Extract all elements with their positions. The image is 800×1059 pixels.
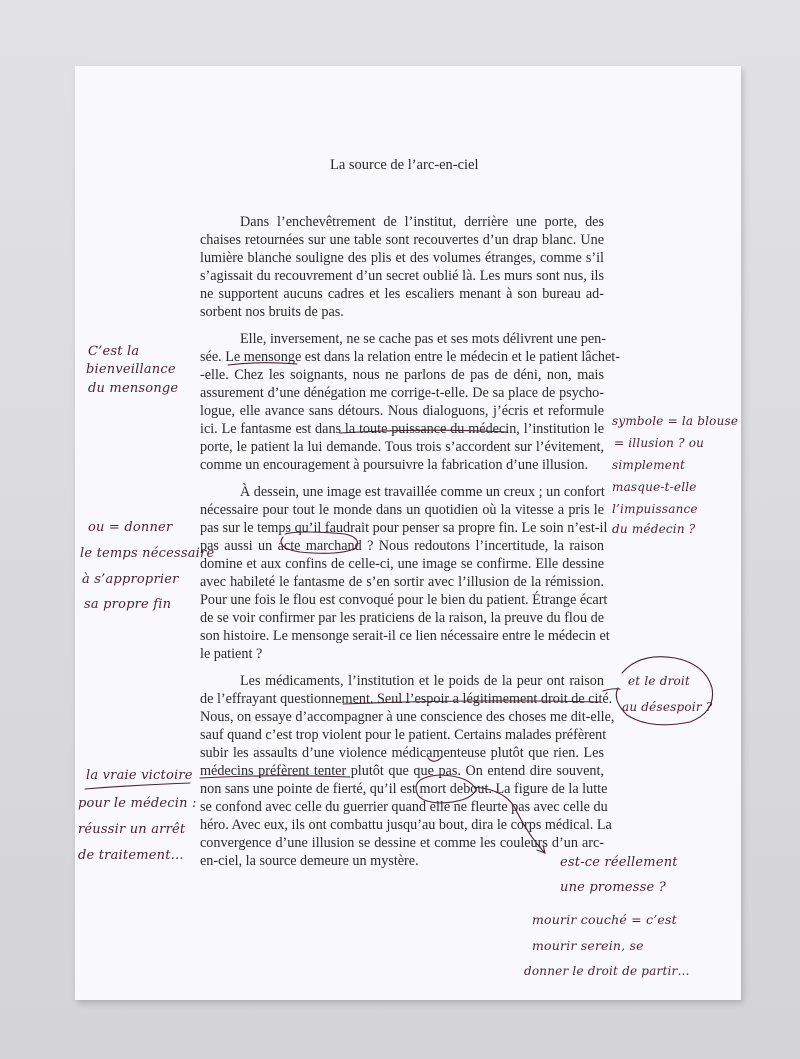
text-line: pas sur le temps qu’il faudrait pour penser sa propre fin. Le soin n’est-il bbox=[200, 520, 608, 536]
annotation-right-3: est-ce réellement bbox=[560, 855, 678, 870]
annotation-right-1: symbole = la blouse bbox=[612, 414, 739, 428]
annotation-right-2: et le droit bbox=[628, 674, 690, 688]
annotation-left-2: à s’approprier bbox=[82, 572, 179, 587]
annotation-right-1: simplement bbox=[612, 458, 686, 472]
text-line: À dessein, une image est travaillée comme un creux ; un confort bbox=[240, 484, 605, 500]
text-line: s’agissait du recouvrement d’un secret oublié là. Les murs sont nus, ils bbox=[200, 268, 604, 284]
underline-toute-puissance bbox=[340, 430, 506, 433]
annotation-left-3: de traitement… bbox=[78, 848, 184, 863]
text-line: de se voir confirmer par les praticiens de la raison, la preuve du flou de bbox=[200, 610, 604, 626]
annotation-left-3: réussir un arrêt bbox=[78, 822, 186, 837]
annotation-left-1: C’est la bbox=[88, 344, 140, 359]
annotation-left-3: la vraie victoire bbox=[86, 768, 193, 783]
annotation-left-2: ou = donner bbox=[88, 520, 173, 535]
annotation-left-1: du mensonge bbox=[88, 381, 179, 396]
underline-annotation bbox=[85, 783, 190, 789]
annotation-right-2: au désespoir ? bbox=[622, 700, 713, 714]
arrow-line bbox=[475, 787, 545, 853]
text-line: domine et aux confins de celle-ci, une image se confirme. Elle dessine bbox=[200, 556, 604, 572]
text-line: subir les assaults d’une violence médicamenteuse plutôt que rien. Les bbox=[200, 745, 604, 761]
text-line: sée. Le mensonge est dans la relation entre le médecin et le patient lâchet- bbox=[200, 349, 620, 365]
text-line: de l’effrayant questionnement. Seul l’espoir a légitimement droit de cité. bbox=[200, 691, 613, 707]
text-line: sorbent nos bruits de pas. bbox=[200, 304, 344, 320]
text-line: nécessaire pour tout le monde dans un quotidien où la vitesse a pris le bbox=[200, 502, 604, 518]
text-line: Dans l’enchevêtrement de l’institut, derrière une porte, des bbox=[240, 214, 604, 230]
annotation-right-3: mourir serein, se bbox=[532, 938, 644, 953]
underline-medecins-preferent bbox=[200, 776, 350, 778]
circle-mort-debout bbox=[416, 775, 476, 803]
text-line: le patient ? bbox=[200, 646, 263, 662]
text-line: ici. Le fantasme est dans la toute puissance du médecin, l’institution le bbox=[200, 421, 604, 437]
text-line: -elle. Chez les soignants, nous ne parlons de pas de déni, non, mais bbox=[200, 367, 604, 383]
annotation-left-1: bienveillance bbox=[86, 362, 176, 377]
underline-mensonge bbox=[228, 363, 297, 365]
text-line: logue, elle avance sans détours. Nous dialoguons, j’écris et reformule bbox=[200, 403, 604, 419]
annotation-right-3: donner le droit de partir… bbox=[524, 964, 690, 978]
annotation-right-3: mourir couché = c’est bbox=[532, 912, 677, 927]
annotation-left-3: pour le médecin : bbox=[78, 796, 197, 811]
underline-espoir bbox=[343, 701, 600, 704]
text-line: se confond avec celle du guerrier quand elle ne fleurte pas avec celle du bbox=[200, 799, 608, 815]
annotation-left-2: sa propre fin bbox=[84, 597, 172, 612]
text-line: ne supportent aucuns cadres et les escaliers menant à son bureau ad- bbox=[200, 286, 604, 302]
annotation-right-1: du médecin ? bbox=[612, 522, 696, 536]
text-line: Elle, inversement, ne se cache pas et ses mots délivrent une pen- bbox=[240, 331, 606, 347]
annotation-right-1: masque-t-elle bbox=[612, 480, 697, 494]
text-line: son histoire. Le mensonge serait-il ce lien nécessaire entre le médecin et bbox=[200, 628, 610, 644]
annotation-right-1: l’impuissance bbox=[612, 502, 698, 516]
text-line: comme un encouragement à poursuivre la fabrication d’une illusion. bbox=[200, 457, 589, 473]
small-mark bbox=[428, 757, 442, 761]
circle-annotation bbox=[616, 657, 712, 725]
text-line: porte, le patient la lui demande. Tous trois s’accordent sur l’évitement, bbox=[200, 439, 604, 455]
text-line: chaises retournées sur une table sont recouvertes d’un drap blanc. Une bbox=[200, 232, 604, 248]
text-line: pas aussi un acte marchand ? Nous redoutons l’incertitude, la raison bbox=[200, 538, 604, 554]
document-title: La source de l’arc-en-ciel bbox=[330, 157, 479, 173]
text-line: en-ciel, la source demeure un mystère. bbox=[200, 853, 419, 869]
circle-acte-marchand bbox=[281, 532, 358, 553]
text-line: Les médicaments, l’institution et le poids de la peur ont raison bbox=[240, 673, 604, 689]
text-line: non sans une pointe de fierté, qu’il est mort debout. La figure de la lutte bbox=[200, 781, 608, 797]
text-line: lumière blanche souligne des plis et des volumes étranges, comme s’il bbox=[200, 250, 604, 266]
text-line: Pour une fois le flou est convoqué pour le bien du patient. Étrange écart bbox=[200, 592, 608, 608]
annotation-right-3: une promesse ? bbox=[560, 880, 666, 895]
text-line: assurement d’une dénégation me corrige-t-elle. De sa place de psycho- bbox=[200, 385, 604, 401]
text-line: convergence d’une illusion se dessine et comme les couleurs d’un arc- bbox=[200, 835, 604, 851]
text-line: héro. Avec eux, ils ont combattu jusqu’au bout, dira le corps médical. La bbox=[200, 817, 612, 833]
text-line: avec habileté le fantasme de s’en sortir avec l’illusion de la rémission. bbox=[200, 574, 604, 590]
annotation-left-2: le temps nécessaire bbox=[80, 546, 215, 561]
text-line: Nous, on essaye d’accompagner à une conscience des choses me dit-elle, bbox=[200, 709, 615, 725]
annotation-right-1: = illusion ? ou bbox=[614, 436, 705, 450]
text-line: médecins préfèrent tenter plutôt que que pas. On entend dire souvent, bbox=[200, 763, 604, 779]
text-line: sauf quand c’est trop violent pour le patient. Certains malades préfèrent bbox=[200, 727, 607, 743]
